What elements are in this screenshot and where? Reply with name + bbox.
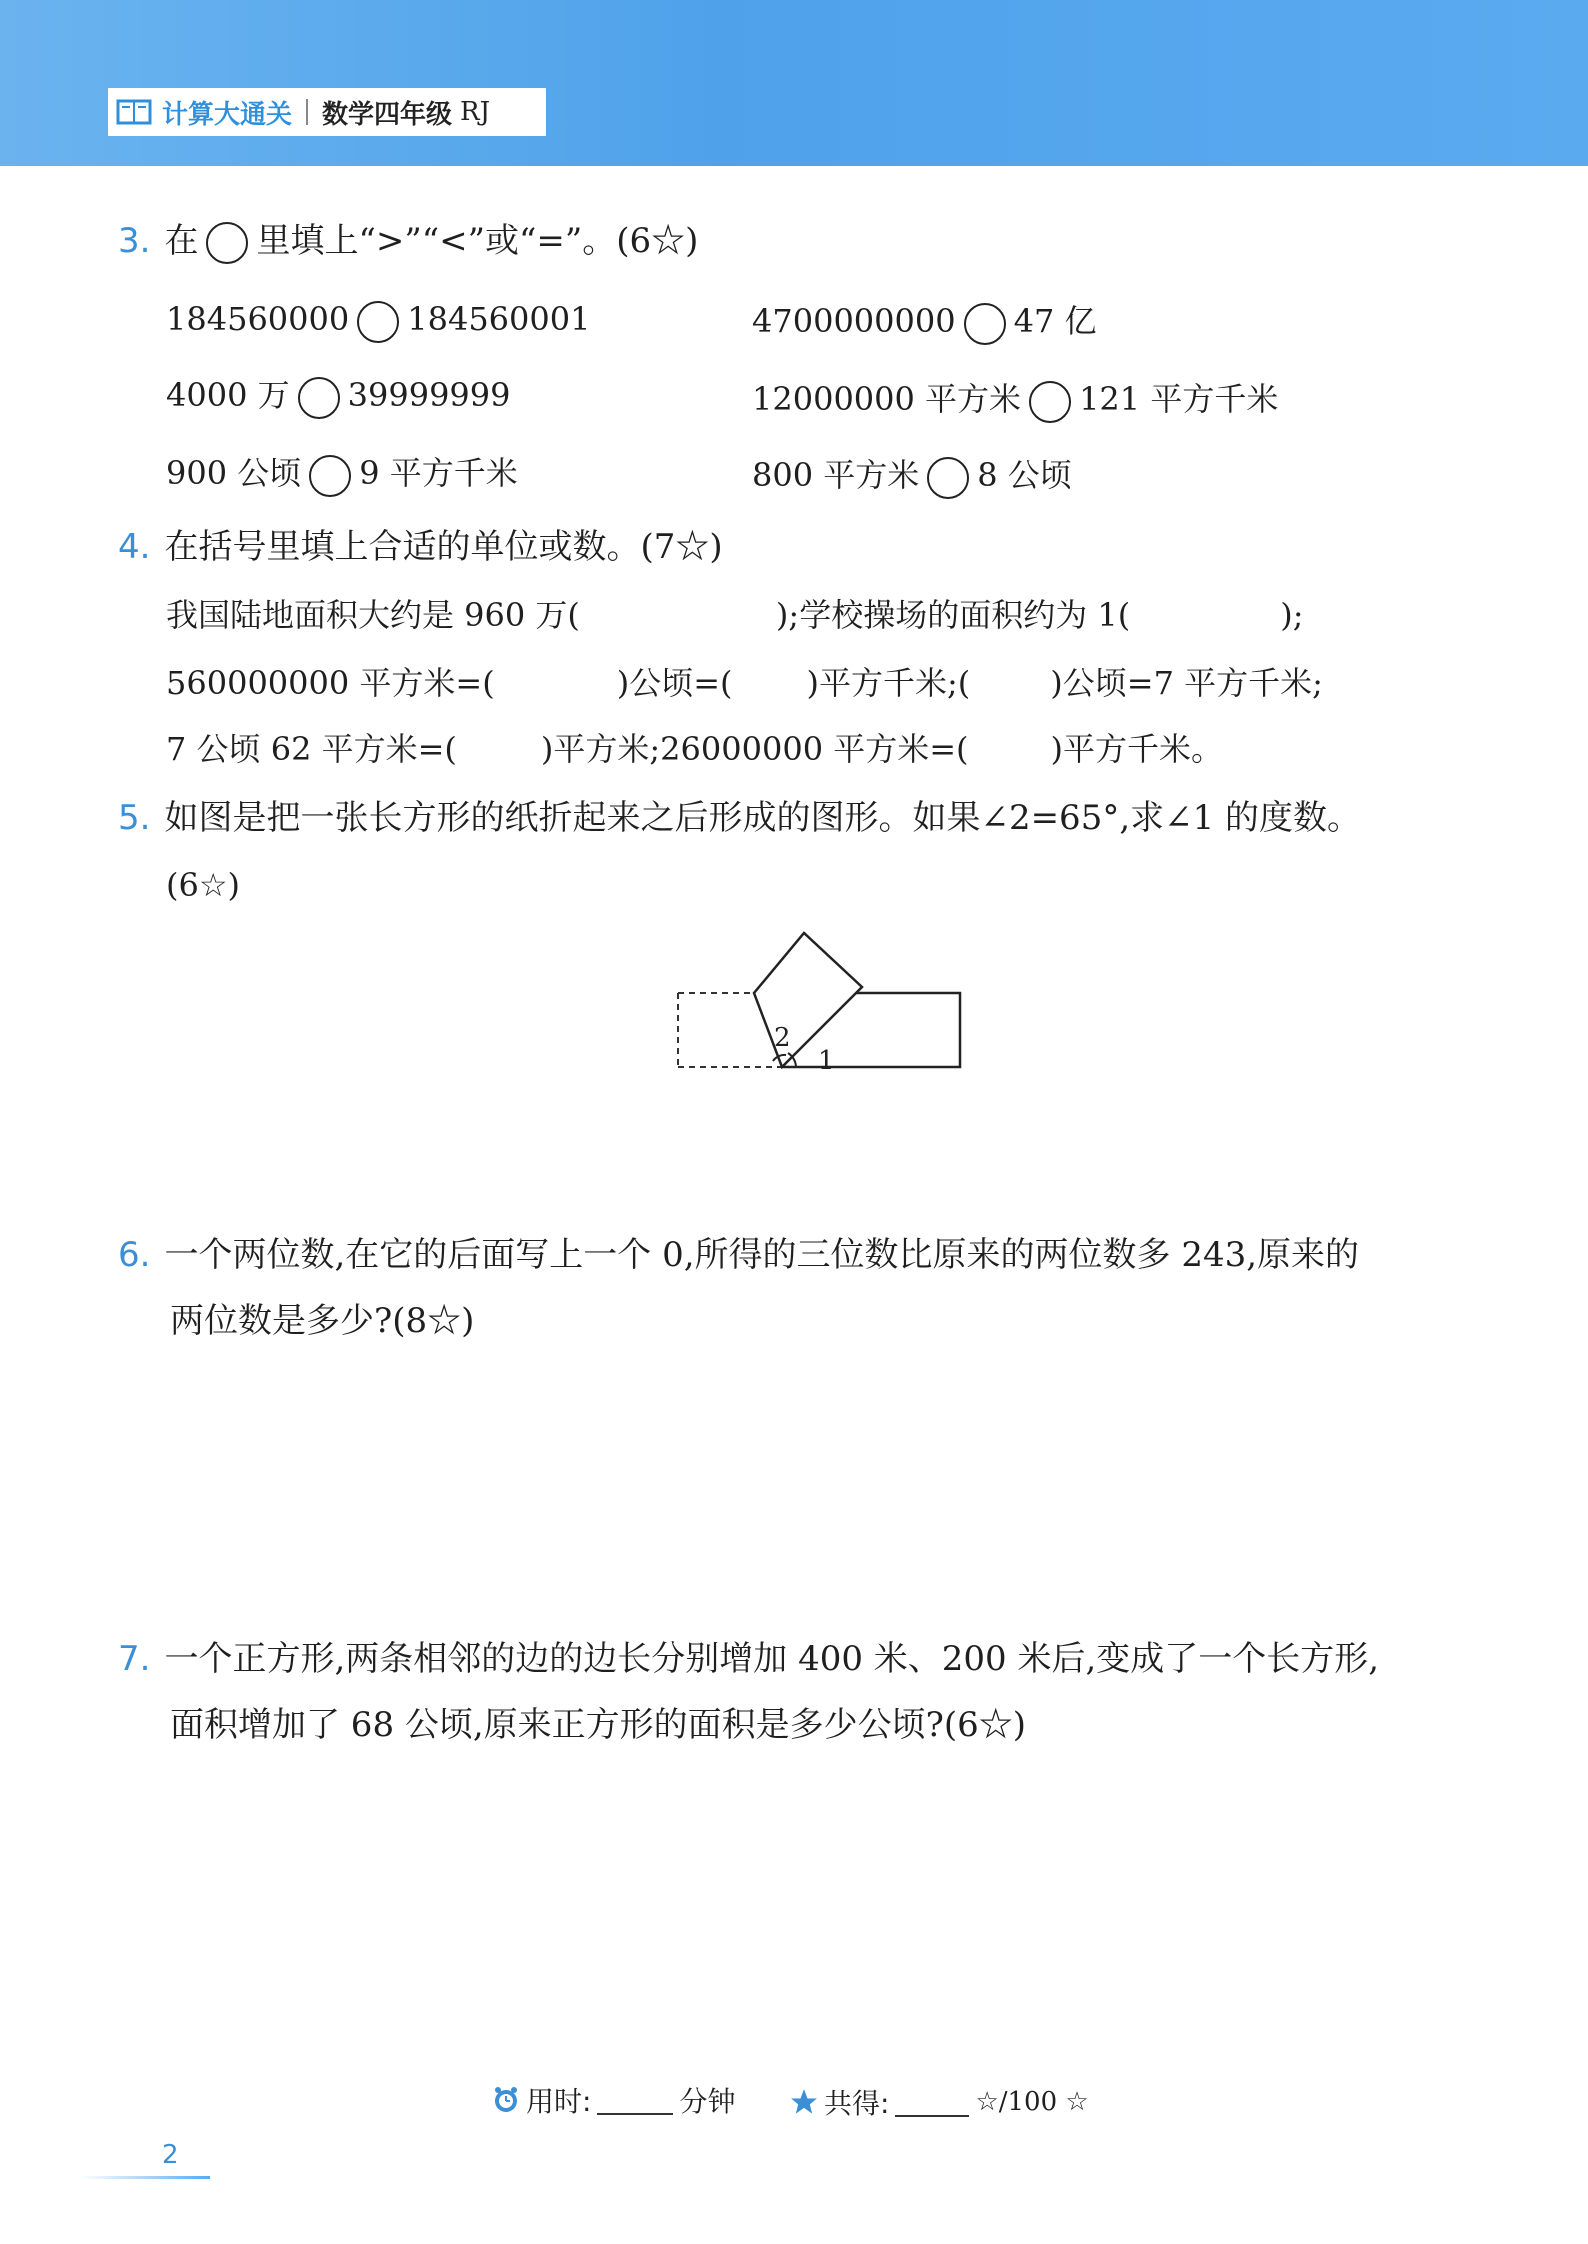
answer-circle[interactable] xyxy=(964,303,1006,345)
question-text: 在括号里填上合适的单位或数。(7☆) xyxy=(164,527,723,567)
answer-circle[interactable] xyxy=(309,455,351,497)
answer-circle[interactable] xyxy=(1029,381,1071,423)
text: )公顷=7 平方千米; xyxy=(1050,664,1323,702)
text: )平方千米;( xyxy=(806,664,971,702)
subject-title: 数学四年级 xyxy=(322,99,453,130)
circle-icon xyxy=(206,222,248,264)
angle-1-label: 1 xyxy=(818,1046,835,1076)
compare-left: 184560000 xyxy=(166,300,350,338)
question-text: 一个正方形,两条相邻的边的边长分别增加 400 米、200 米后,变成了一个长方形, xyxy=(164,1639,1380,1679)
question-text: 里填上“>”“<”或“=”。(6☆) xyxy=(256,221,699,261)
book-icon xyxy=(116,97,152,127)
text: ); xyxy=(1280,596,1304,634)
compare-right: 39999999 xyxy=(347,376,511,414)
question-number: 4. xyxy=(118,527,151,567)
text: 560000000 平方米=( xyxy=(166,664,495,702)
compare-item xyxy=(752,298,1097,345)
compare-right: 184560001 xyxy=(407,300,591,338)
compare-left: 900 公顷 xyxy=(166,454,302,492)
folded-paper-figure xyxy=(670,925,970,1080)
answer-circle[interactable] xyxy=(357,301,399,343)
answer-circle[interactable] xyxy=(927,457,969,499)
question-text: 在 xyxy=(164,221,199,261)
question-points: (6☆) xyxy=(166,866,241,904)
question-number: 5. xyxy=(118,798,151,838)
answer-circle[interactable] xyxy=(298,377,340,419)
compare-item xyxy=(166,296,590,343)
question-7-title xyxy=(118,1636,1379,1682)
compare-item xyxy=(752,452,1072,499)
folded-flap xyxy=(754,933,862,1067)
question-number: 7. xyxy=(118,1639,151,1679)
compare-right: 9 平方千米 xyxy=(359,454,518,492)
time-field xyxy=(492,2080,735,2120)
page-number: 2 xyxy=(162,2140,179,2170)
compare-item xyxy=(166,450,518,497)
question-6-title xyxy=(118,1232,1359,1278)
time-blank[interactable] xyxy=(597,2085,673,2115)
rectangle-edge xyxy=(782,993,960,1067)
fill-line xyxy=(166,726,1223,772)
time-label: 用时: xyxy=(526,2085,592,2118)
question-5-title xyxy=(118,795,1361,841)
header-band xyxy=(0,0,1588,166)
text: )平方米;26000000 平方米=( xyxy=(540,730,969,768)
question-3-title xyxy=(118,218,698,264)
fill-line xyxy=(166,660,1323,706)
compare-left: 4700000000 xyxy=(752,302,956,340)
text: )平方千米。 xyxy=(1050,730,1224,768)
question-number: 3. xyxy=(118,221,151,261)
brand-title: 计算大通关 xyxy=(162,99,293,130)
text: 7 公顷 62 平方米=( xyxy=(166,730,457,768)
time-unit: 分钟 xyxy=(679,2085,736,2118)
angle-2-label: 2 xyxy=(774,1023,791,1053)
compare-right: 121 平方千米 xyxy=(1079,380,1279,418)
compare-left: 4000 万 xyxy=(166,376,290,414)
question-text: 两位数是多少?(8☆) xyxy=(170,1301,475,1341)
question-text: 一个两位数,在它的后面写上一个 0,所得的三位数比原来的两位数多 243,原来的 xyxy=(164,1235,1360,1275)
text: );学校操场的面积约为 1( xyxy=(775,596,1131,634)
star-icon xyxy=(790,2088,818,2116)
compare-item xyxy=(752,376,1278,423)
clock-icon xyxy=(492,2086,520,2114)
compare-left: 800 平方米 xyxy=(752,456,920,494)
header-tag xyxy=(108,88,546,136)
compare-right: 8 公顷 xyxy=(977,456,1072,494)
question-text: 面积增加了 68 公顷,原来正方形的面积是多少公顷?(6☆) xyxy=(170,1705,1027,1745)
text: )公顷=( xyxy=(616,664,733,702)
score-field xyxy=(790,2082,1089,2122)
divider xyxy=(306,99,308,125)
question-text: 如图是把一张长方形的纸折起来之后形成的图形。如果∠2=65°,求∠1 的度数。 xyxy=(164,798,1362,838)
page-number-underline xyxy=(80,2176,210,2179)
compare-right: 47 亿 xyxy=(1013,302,1097,340)
edition-label: RJ xyxy=(460,97,491,127)
fill-line xyxy=(166,592,1303,638)
question-number: 6. xyxy=(118,1235,151,1275)
compare-item xyxy=(166,372,511,419)
compare-left: 12000000 平方米 xyxy=(752,380,1022,418)
score-label: 共得: xyxy=(824,2087,890,2120)
score-unit: ☆/100 ☆ xyxy=(975,2087,1089,2117)
text: 我国陆地面积大约是 960 万( xyxy=(166,596,580,634)
question-4-title xyxy=(118,524,723,570)
score-blank[interactable] xyxy=(895,2087,969,2117)
